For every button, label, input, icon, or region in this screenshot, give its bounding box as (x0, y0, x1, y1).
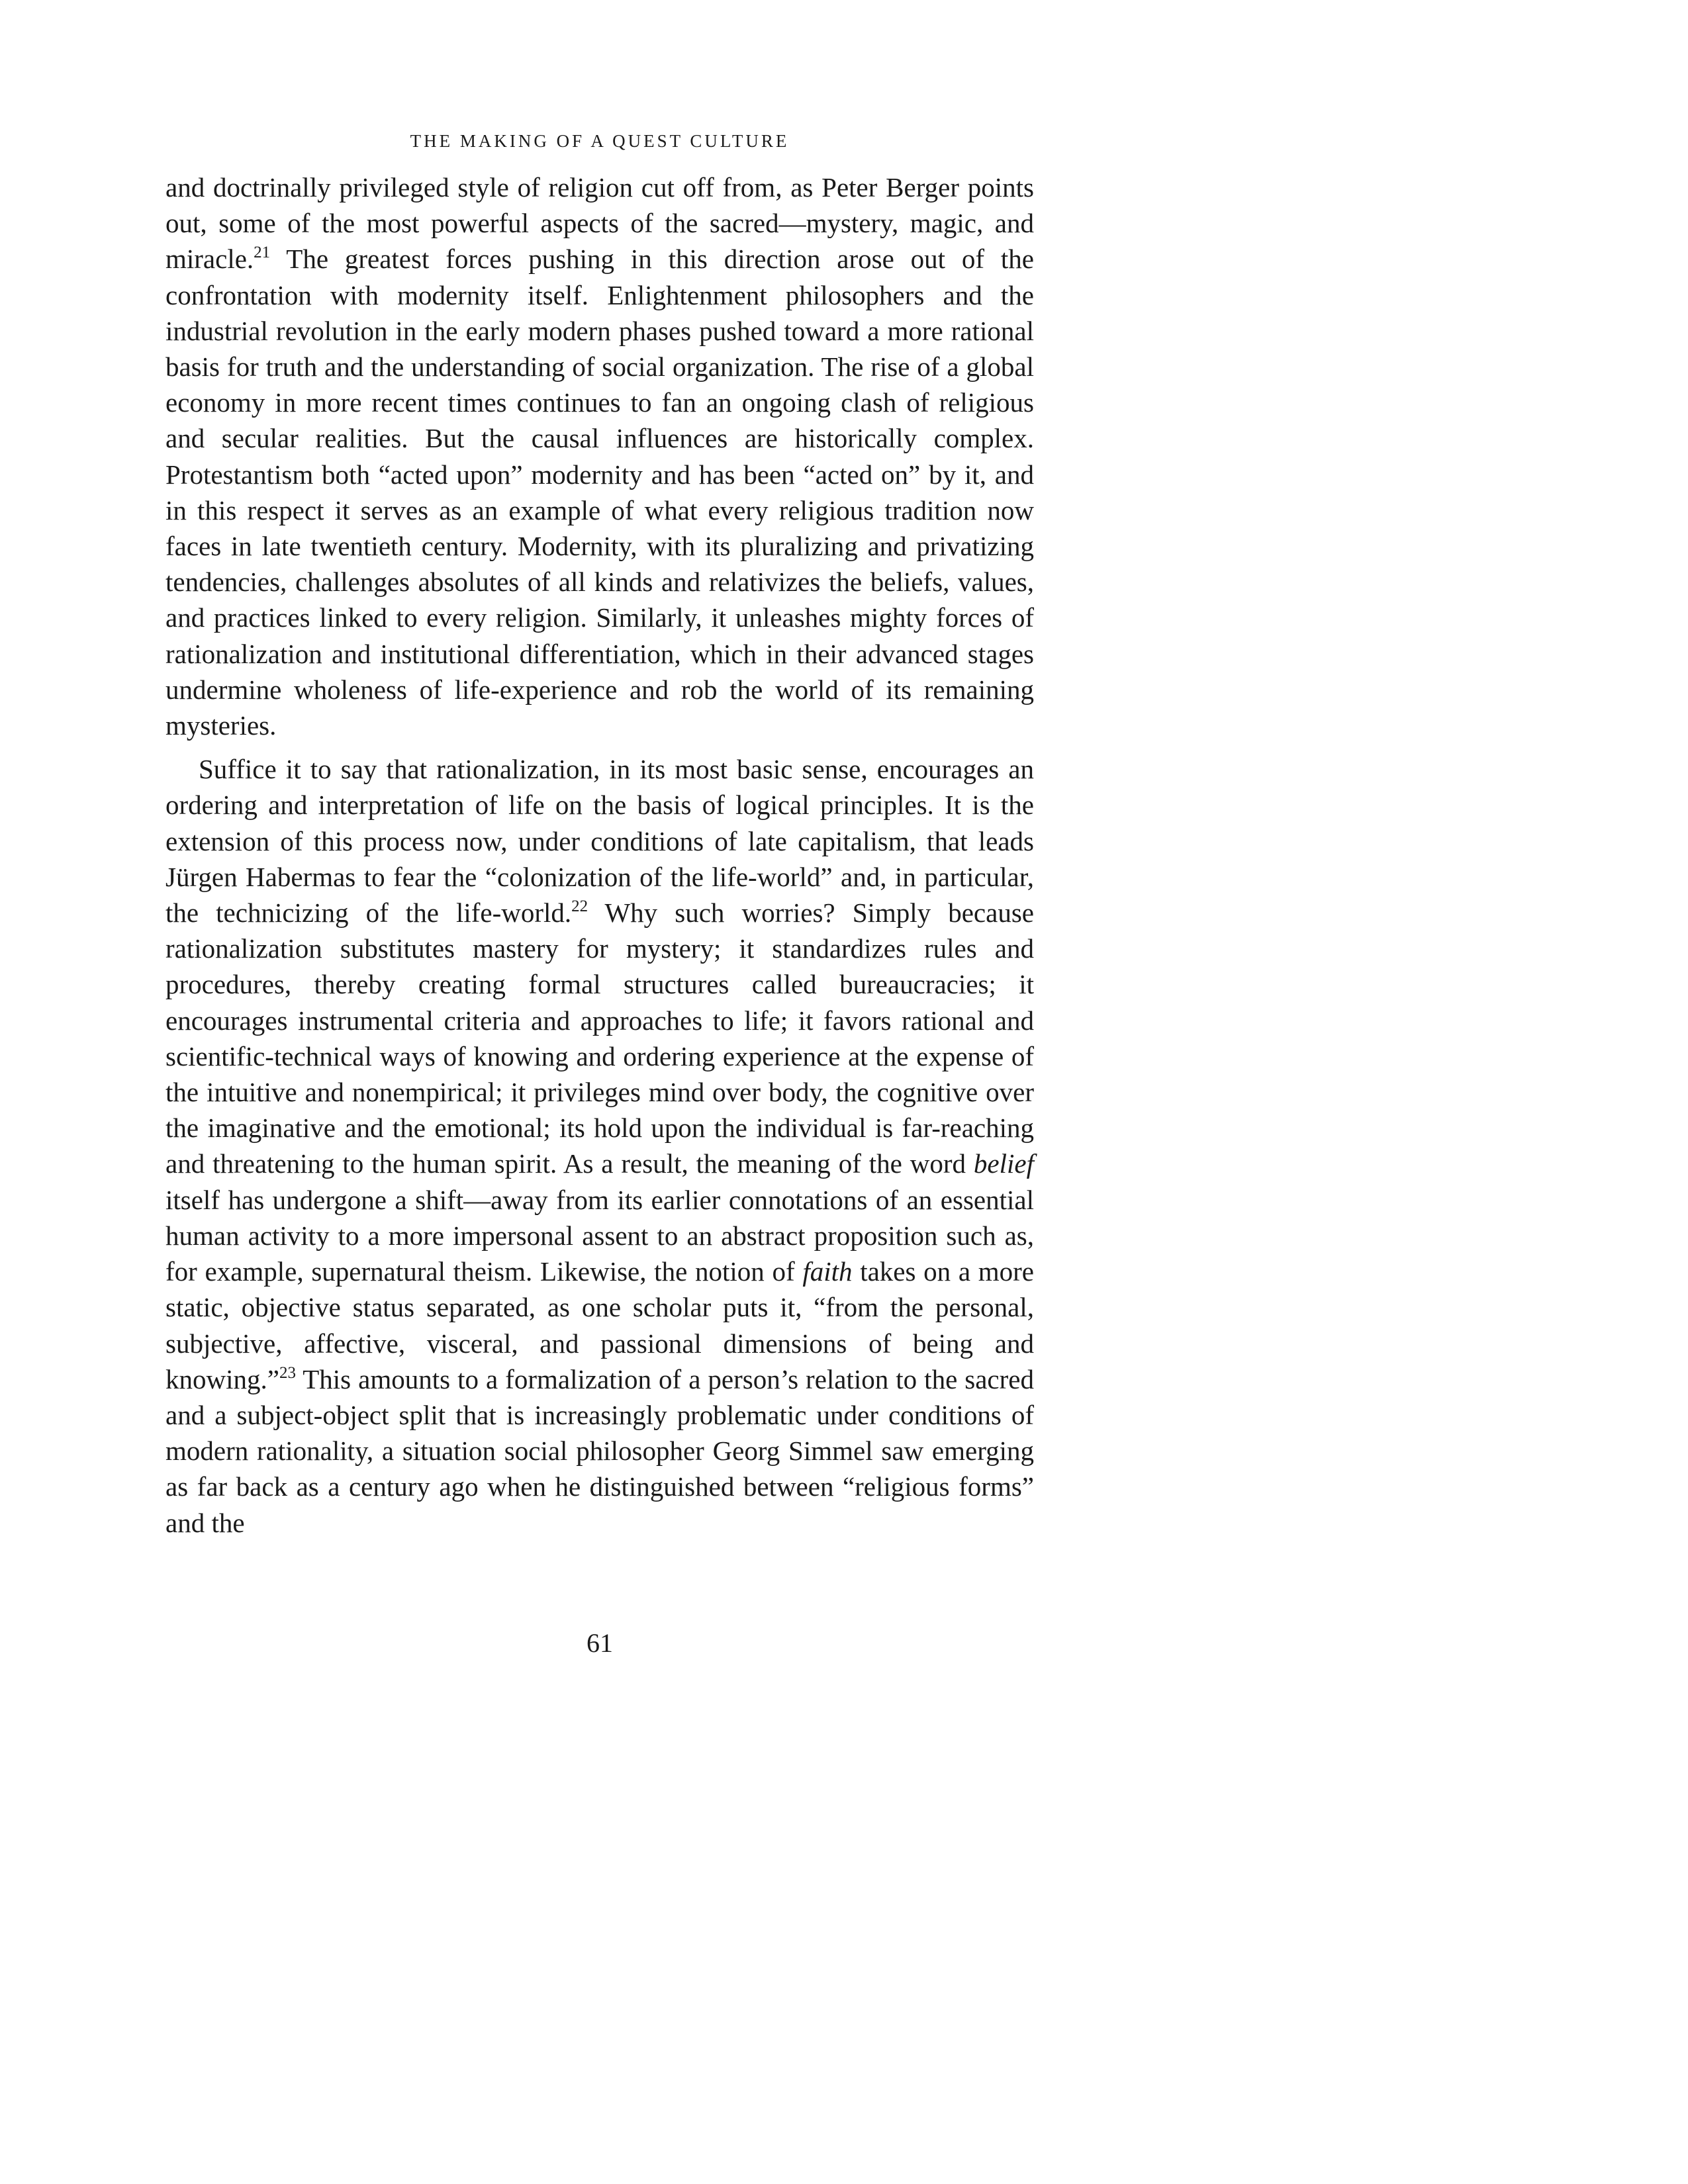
text-segment: Why such worries? Simply because rationalization substitutes mastery for mystery; it standardizes rules and procedures, thereby creating formal structures called bureaucracies; it encourages instrumental criteria and approaches to life; it favors rational and scientific-technical ways of knowing and ordering experience at the expense of the intuitive and nonempirical; it privileges mind over body, the cognitive over the imaginative and the emotional; its hold upon the individual is far-reaching and threatening to the human spirit. As a result, the meaning of the word (165, 897, 1034, 1179)
footnote-marker: 23 (279, 1363, 296, 1382)
footnote-marker: 21 (254, 244, 271, 262)
italic-term: faith (802, 1256, 853, 1287)
body-text (165, 169, 1034, 1541)
footnote-marker: 22 (571, 897, 588, 916)
text-segment: itself has undergone a shift—away from its earlier connotations of an essential human activity to a more impersonal assent to an abstract proposition such as, for example, supernatural theism. Likewise, the notion of (165, 1184, 1034, 1287)
running-head: THE MAKING OF A QUEST CULTURE (410, 131, 790, 151)
text-segment: and doctrinally privileged style of religion cut off from, as Peter Berger points out, some of the most powerful aspects of the sacred—mystery, magic, and miracle. (165, 172, 1034, 275)
paragraph (165, 169, 1034, 743)
text-segment: This amounts to a formalization of a person’s relation to the sacred and a subject-object split that is increasingly problematic under conditions of modern rationality, a situation social philosopher Georg Simmel saw emerging as far back as a century ago when he distinguished between “religious forms” and the (165, 1363, 1034, 1538)
text-segment: Suffice it to say that rationalization, in its most basic sense, encourages an ordering and interpretation of life on the basis of logical principles. It is the extension of this process now, under conditions of late capitalism, that leads Jürgen Habermas to fear the “colonization of the life-world” and, in particular, the technicizing of the life-world. (165, 754, 1034, 929)
page-number: 61 (586, 1628, 613, 1658)
paragraph (165, 751, 1034, 1540)
text-segment: The greatest forces pushing in this direction arose out of the confrontation with modernity itself. Enlightenment philosophers and the industrial revolution in the early modern phases pushed toward a more rational basis for truth and the understanding of social organization. The rise of a global economy in more recent times continues to fan an ongoing clash of religious and secular realities. But the causal influences are historically complex. Protestantism both “acted upon” modernity and has been “acted on” by it, and in this respect it serves as an example of what every religious tradition now faces in late twentieth century. Modernity, with its pluralizing and privatizing tendencies, challenges absolutes of all kinds and relativizes the beliefs, values, and practices linked to every religion. Similarly, it unleashes mighty forces of rationalization and institutional differentiation, which in their advanced stages undermine wholeness of life-experience and rob the world of its remaining mysteries. (165, 244, 1034, 741)
text-segment: takes on a more static, objective status separated, as one scholar puts it, “from the personal, subjective, affective, visceral, and passional dimensions of being and knowing.” (165, 1256, 1034, 1394)
italic-term: belief (973, 1148, 1034, 1179)
